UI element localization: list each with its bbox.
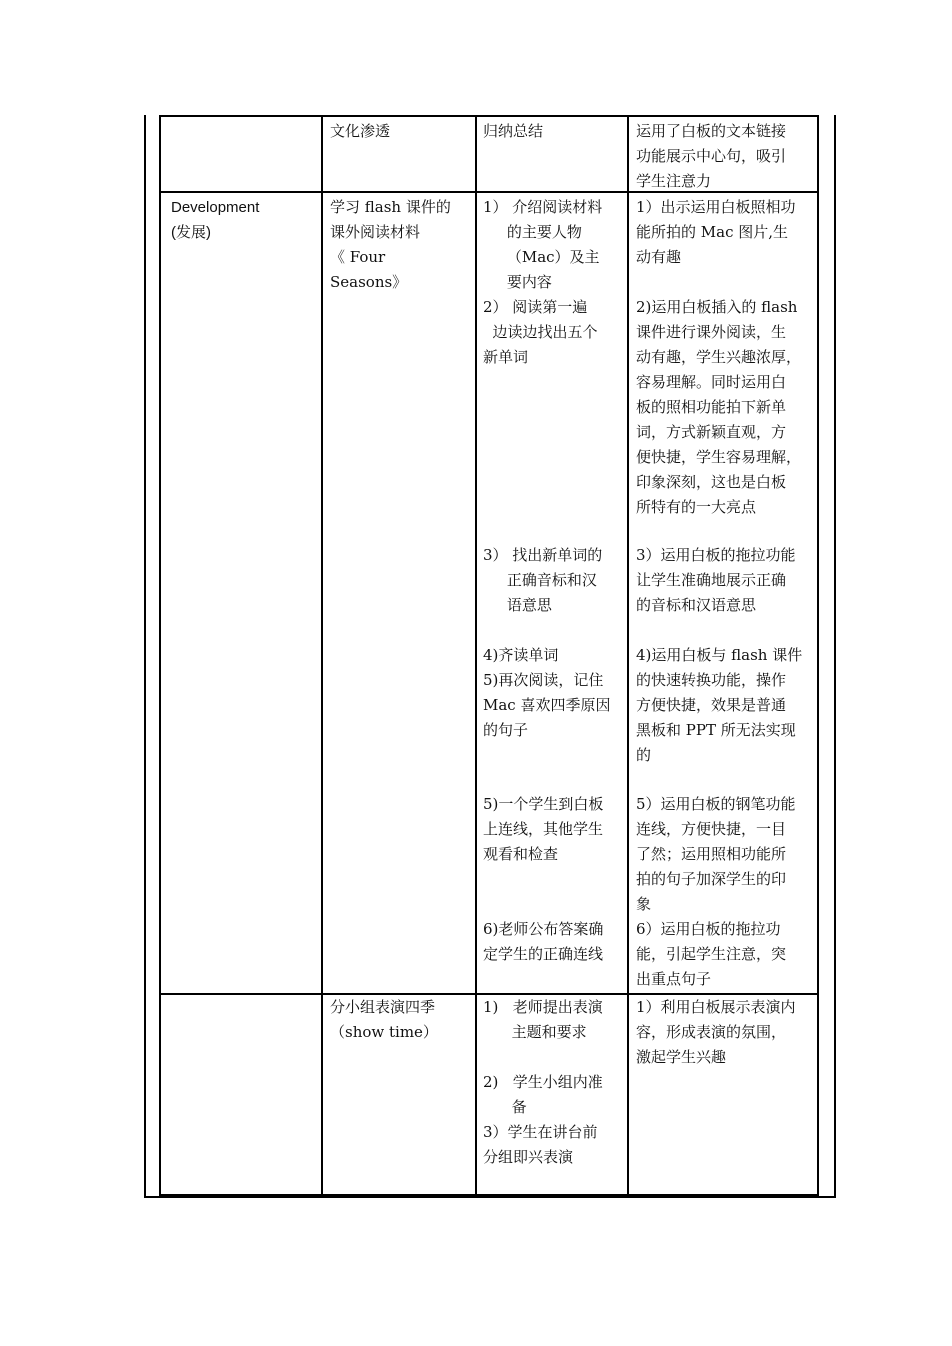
row3-note: 1）利用白板展示表演内 容，形成表演的氛围， 激起学生兴趣 [636, 998, 796, 1066]
column-divider-1 [321, 115, 323, 1198]
row2-step-5b: 5)一个学生到白板 上连线，其他学生 观看和检查 [483, 795, 604, 863]
column-divider-3 [627, 115, 629, 1198]
row1-activity: 文化渗透 [330, 122, 391, 140]
table-inner-left-border [159, 115, 161, 1198]
row2-step-6: 6)老师公布答案确 定学生的正确连线 [483, 920, 604, 963]
row1-step: 归纳总结 [483, 122, 544, 140]
row2-note-6: 6）运用白板的拖拉功 能，引起学生注意，突 出重点句子 [636, 920, 787, 988]
row2-step-1-2: 1） 介绍阅读材料 的主要人物 （Mac）及主 要内容 2） 阅读第一遍 边读边找出五个 新单词 [483, 198, 603, 366]
row2-stage: Development (发展) [171, 199, 260, 241]
row1-note: 运用了白板的文本链接 功能展示中心句，吸引 学生注意力 [636, 122, 787, 190]
row3-steps: 1) 老师提出表演 主题和要求 2) 学生小组内准 备 3）学生在讲台前 分组即兴表演 [483, 998, 603, 1166]
row2-note-1-2: 1）出示运用白板照相功 能所拍的 Mac 图片,生 动有趣 2)运用白板插入的 flash 课件进行课外阅读，生 动有趣，学生兴趣浓厚， 容易理解。同时运用白 板的照相功能拍下新单 词，方式新颖直观，方 便快捷，学生容易理解， 印象深刻，这也是白板 所特有的一大亮点 [636, 198, 802, 516]
row3-activity: 分小组表演四季 （show time） [330, 998, 438, 1041]
column-divider-2 [475, 115, 477, 1198]
row2-step-3: 3） 找出新单词的 正确音标和汉 语意思 [483, 546, 603, 614]
table-inner-right-border [817, 115, 819, 1198]
table-outer-right-border [834, 115, 836, 1198]
table-outer-bottom-border [144, 1196, 836, 1198]
row2-note-3: 3）运用白板的拖拉功能 让学生准确地展示正确 的音标和汉语意思 [636, 546, 796, 614]
table-top-border [159, 115, 819, 117]
row2-note-5: 5）运用白板的钢笔功能 连线，方便快捷，一目 了然；运用照相功能所 拍的句子加深学生的印 象 [636, 795, 796, 913]
row2-step-4-5: 4)齐读单词 5)再次阅读，记住 Mac 喜欢四季原因 的句子 [483, 646, 611, 739]
row2-note-4: 4)运用白板与 flash 课件 的快速转换功能，操作 方便快捷，效果是普通 黑板和 PPT 所无法实现 的 [636, 646, 803, 764]
table-outer-left-border [144, 115, 146, 1198]
row2-activity: 学习 flash 课件的 课外阅读材料 《 Four Seasons》 [330, 198, 451, 291]
